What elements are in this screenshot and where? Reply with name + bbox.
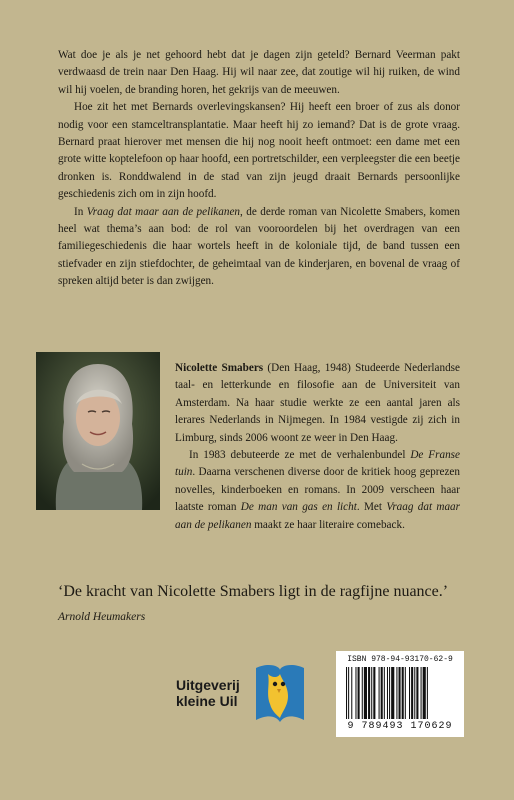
- barcode-bar: [348, 667, 349, 719]
- barcode-bar: [368, 667, 370, 719]
- book-title: Vraag dat maar aan de pelikanen: [86, 205, 241, 218]
- publisher-name: [176, 677, 240, 709]
- bio-paragraph-1: [175, 360, 460, 447]
- bio-text: (Den Haag, 1948) Studeerde Nederlandse taal- en letterkunde en filosofie aan de Universiteit van Amsterdam. Na haar studie werkte ze een aantal jaren als lerares Nederlands in Nijmegen. In 1984 vestigde zij zich in Limburg, sinds 2006 woont ze weer in Den Haag.: [175, 362, 460, 444]
- barcode-bar: [396, 667, 397, 719]
- bio-text: . Daarna verschenen diverse door de kritiek hoog geprezen novelles, kinderboeken en romans. In 2009 verscheen haar laatste roman: [175, 466, 460, 514]
- isbn-number: ISBN 978-94-93170-62-9: [347, 655, 453, 664]
- owl-logo-icon: [252, 660, 308, 724]
- publisher-line-1: Uitgeverij: [176, 677, 240, 693]
- publisher-text: kleine: [176, 693, 220, 709]
- barcode-bar: [371, 667, 372, 719]
- barcode-bar: [427, 667, 428, 719]
- bio-text: . Met: [356, 501, 387, 514]
- author-bio: [175, 360, 460, 534]
- barcode-bar: [389, 667, 390, 719]
- barcode-bar: [414, 667, 415, 719]
- barcode-icon: [346, 667, 454, 719]
- barcode-bar: [416, 667, 418, 719]
- isbn-barcode: [336, 651, 464, 737]
- barcode-bar: [362, 667, 363, 719]
- blurb-text: In: [74, 205, 87, 218]
- author-name: Nicolette Smabers: [175, 362, 264, 374]
- barcode-bar: [381, 667, 383, 719]
- barcode-bar: [402, 667, 404, 719]
- blurb-paragraph-1: Wat doe je als je net gehoord hebt dat je dagen zijn geteld? Bernard Veerman pakt verdwaasd de trein naar Den Haag. Hij wil naar zee, dat zoutige wil hij ruiken, de wind wil hij voelen, de branding horen, het gekrijs van de meeuwen.: [58, 49, 460, 96]
- quote-text: ‘De kracht van Nicolette Smabers ligt in de ragfijne nuance.’: [58, 583, 447, 600]
- review-quote: [58, 580, 478, 629]
- barcode-bar: [411, 667, 413, 719]
- barcode-bar: [421, 667, 422, 719]
- barcode-bar: [355, 667, 356, 719]
- barcode-bar: [409, 667, 410, 719]
- barcode-bar: [351, 667, 352, 719]
- author-portrait-image: [36, 352, 160, 510]
- barcode-bar: [387, 667, 388, 719]
- barcode-bar: [423, 667, 426, 719]
- ean-number: 9 789493 170629: [347, 721, 453, 732]
- blurb-paragraph-3: [58, 204, 460, 291]
- author-photo: [36, 352, 160, 510]
- book-title: Vraag dat maar aan de pelikanen: [175, 501, 461, 531]
- blurb-paragraph-2: Hoe zit het met Bernards overlevingskansen? Hij heeft een broer of zus als donor nodig voor een stamceltransplantatie. Maar heeft hij zo iemand? Dat is de grote vraag. Bernard praat hierover met mensen die hij nog nooit heeft ontmoet: een dame met een grote witte koptelefoon op haar hoofd, een portretschilder, een verpleegster die een beetje dronken is. Ronddwalend in de stad van zijn jeugd draait Bernards persoonlijke geschiedenis zich om in zijn hoofd.: [58, 101, 460, 201]
- barcode-bar: [373, 667, 375, 719]
- publisher-line-2: [176, 693, 240, 709]
- blurb-text: , de derde roman van Nicolette Smabers, komen heel wat thema’s aan bod: de rol van vooroordelen bij het overdragen van een familiegeschiedenis die haar wortels heeft in de koloniale tijd, de band tussen een stiefvader en zijn stiefdochter, de geheimtaal van de kinderjaren, en bovenal de vraag of spreken altijd beter is dan zwijgen.: [58, 205, 460, 288]
- book-title: De Franse tuin: [175, 449, 460, 479]
- bio-text: maakt ze haar literaire comeback.: [251, 518, 405, 531]
- barcode-bar: [391, 667, 394, 719]
- barcode-bar: [405, 667, 406, 719]
- barcode-bar: [384, 667, 385, 719]
- quote-attribution: Arnold Heumakers: [58, 611, 146, 623]
- bio-paragraph-2: [175, 447, 460, 534]
- barcode-bar: [346, 667, 347, 719]
- publisher-text: Uil: [219, 693, 238, 709]
- barcode-bar: [379, 667, 380, 719]
- barcode-bar: [358, 667, 360, 719]
- back-cover-blurb: [58, 47, 460, 291]
- barcode-bar: [399, 667, 401, 719]
- barcode-bar: [364, 667, 367, 719]
- book-title: De man van gas en licht: [240, 501, 357, 514]
- bio-text: In 1983 debuteerde ze met de verhalenbundel: [189, 449, 411, 462]
